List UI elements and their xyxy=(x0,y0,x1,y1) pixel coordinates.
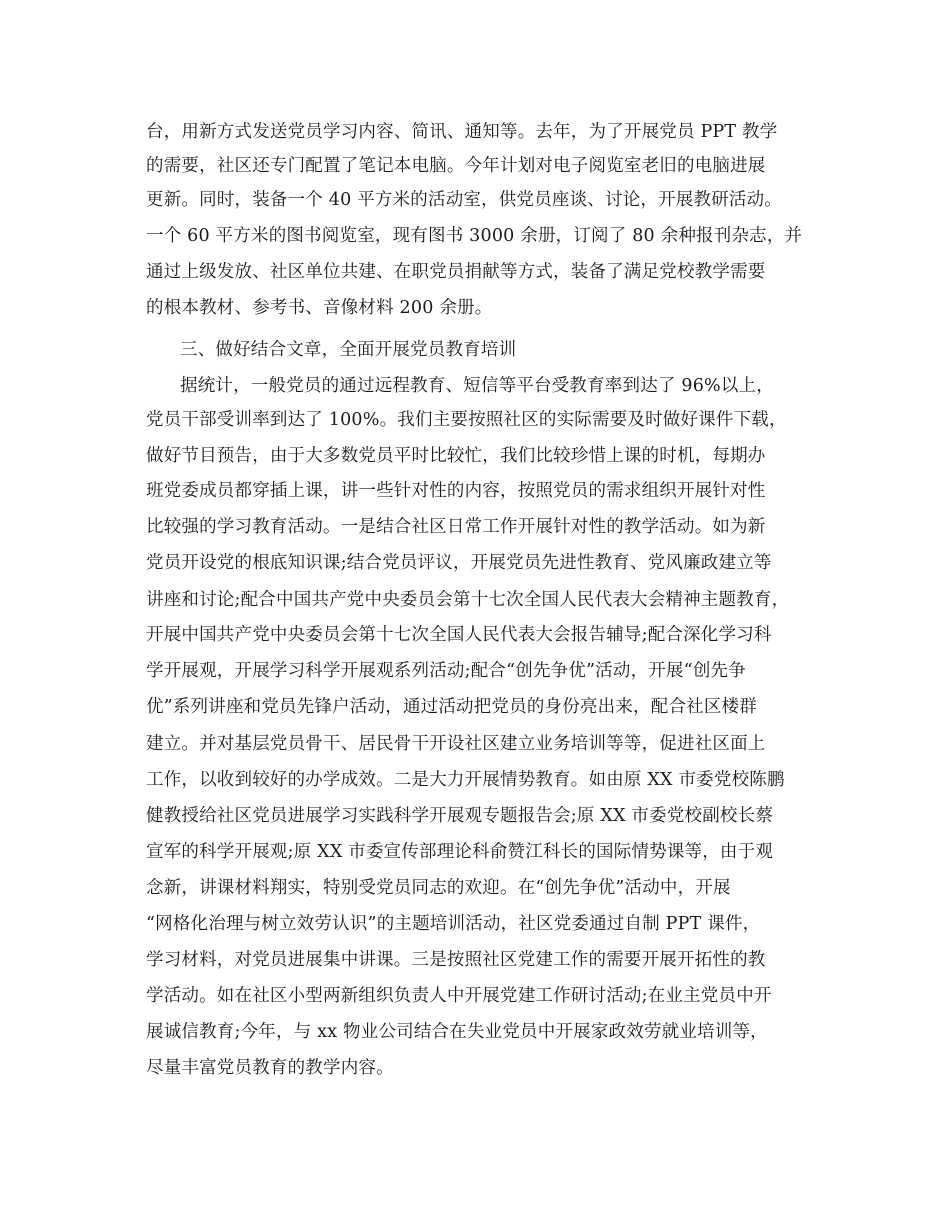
body-line: 学习材料，对党员进展集中讲课。三是按照社区党建工作的需要开展开拓性的教 xyxy=(146,950,766,970)
body-line: 比较强的学习教育活动。一是结合社区日常工作开展针对性的教学活动。如为新 xyxy=(146,517,766,537)
body-line: 做好节目预告，由于大多数党员平时比较忙，我们比较珍惜上课的时机，每期办 xyxy=(146,446,766,466)
body-line: 的根本教材、参考书、音像材料 200 余册。 xyxy=(146,298,493,318)
body-line: 讲座和讨论;配合中国共产党中央委员会第十七次全国人民代表大会精神主题教育， xyxy=(146,590,790,610)
body-line: 班党委成员都穿插上课，讲一些针对性的内容，按照党员的需求组织开展针对性 xyxy=(146,481,766,501)
body-line: 更新。同时，装备一个 40 平方米的活动室，供党员座谈、讨论，开展教研活动。 xyxy=(146,190,782,210)
body-line: 学活动。如在社区小型两新组织负责人中开展党建工作研讨活动;在业主党员中开 xyxy=(146,986,772,1006)
body-line: 开展中国共产党中央委员会第十七次全国人民代表大会报告辅导;配合深化学习科 xyxy=(146,625,772,645)
body-line: 展诚信教育;今年，与 xx 物业公司结合在失业党员中开展家政效劳就业培训等， xyxy=(146,1022,768,1042)
body-line: 宣军的科学开展观;原 XX 市委宣传部理论科俞赞江科长的国际情势课等，由于观 xyxy=(146,842,774,862)
body-line: 尽量丰富党员教育的教学内容。 xyxy=(146,1058,394,1078)
body-line: 健教授给社区党员进展学习实践科学开展观专题报告会;原 XX 市委党校副校长蔡 xyxy=(146,806,774,826)
section-heading: 三、做好结合文章，全面开展党员教育培训 xyxy=(180,340,517,360)
body-line: 学开展观，开展学习科学开展观系列活动;配合“创先争优”活动，开展“创先争 xyxy=(146,661,746,681)
body-line: 念新，讲课材料翔实，特别受党员同志的欢迎。在“创先争优”活动中，开展 xyxy=(146,878,731,898)
body-line: 一个 60 平方米的图书阅览室，现有图书 3000 余册，订阅了 80 余种报刊杂志，并 xyxy=(146,226,803,246)
body-line: 建立。并对基层党员骨干、居民骨干开设社区建立业务培训等等，促进社区面上 xyxy=(146,734,766,754)
body-line: 工作，以收到较好的办学成效。二是大力开展情势教育。如由原 XX 市委党校陈鹏 xyxy=(146,770,785,790)
body-line: “网格化治理与树立效劳认识”的主题培训活动，社区党委通过自制 PPT 课件， xyxy=(146,914,761,934)
paragraph-first-line: 据统计，一般党员的通过远程教育、短信等平台受教育率到达了 96%以上， xyxy=(180,376,774,396)
body-line: 优”系列讲座和党员先锋户活动，通过活动把党员的身份亮出来，配合社区楼群 xyxy=(146,697,757,717)
body-line: 党员开设党的根底知识课;结合党员评议，开展党员先进性教育、党风廉政建立等 xyxy=(146,553,772,573)
body-line: 党员干部受训率到达了 100%。我们主要按照社区的实际需要及时做好课件下载， xyxy=(146,410,787,430)
body-line: 台，用新方式发送党员学习内容、简讯、通知等。去年，为了开展党员 PPT 教学 xyxy=(146,122,778,142)
body-line: 通过上级发放、社区单位共建、在职党员捐献等方式，装备了满足党校教学需要 xyxy=(146,262,766,282)
body-line: 的需要，社区还专门配置了笔记本电脑。今年计划对电子阅览室老旧的电脑进展 xyxy=(146,156,766,176)
